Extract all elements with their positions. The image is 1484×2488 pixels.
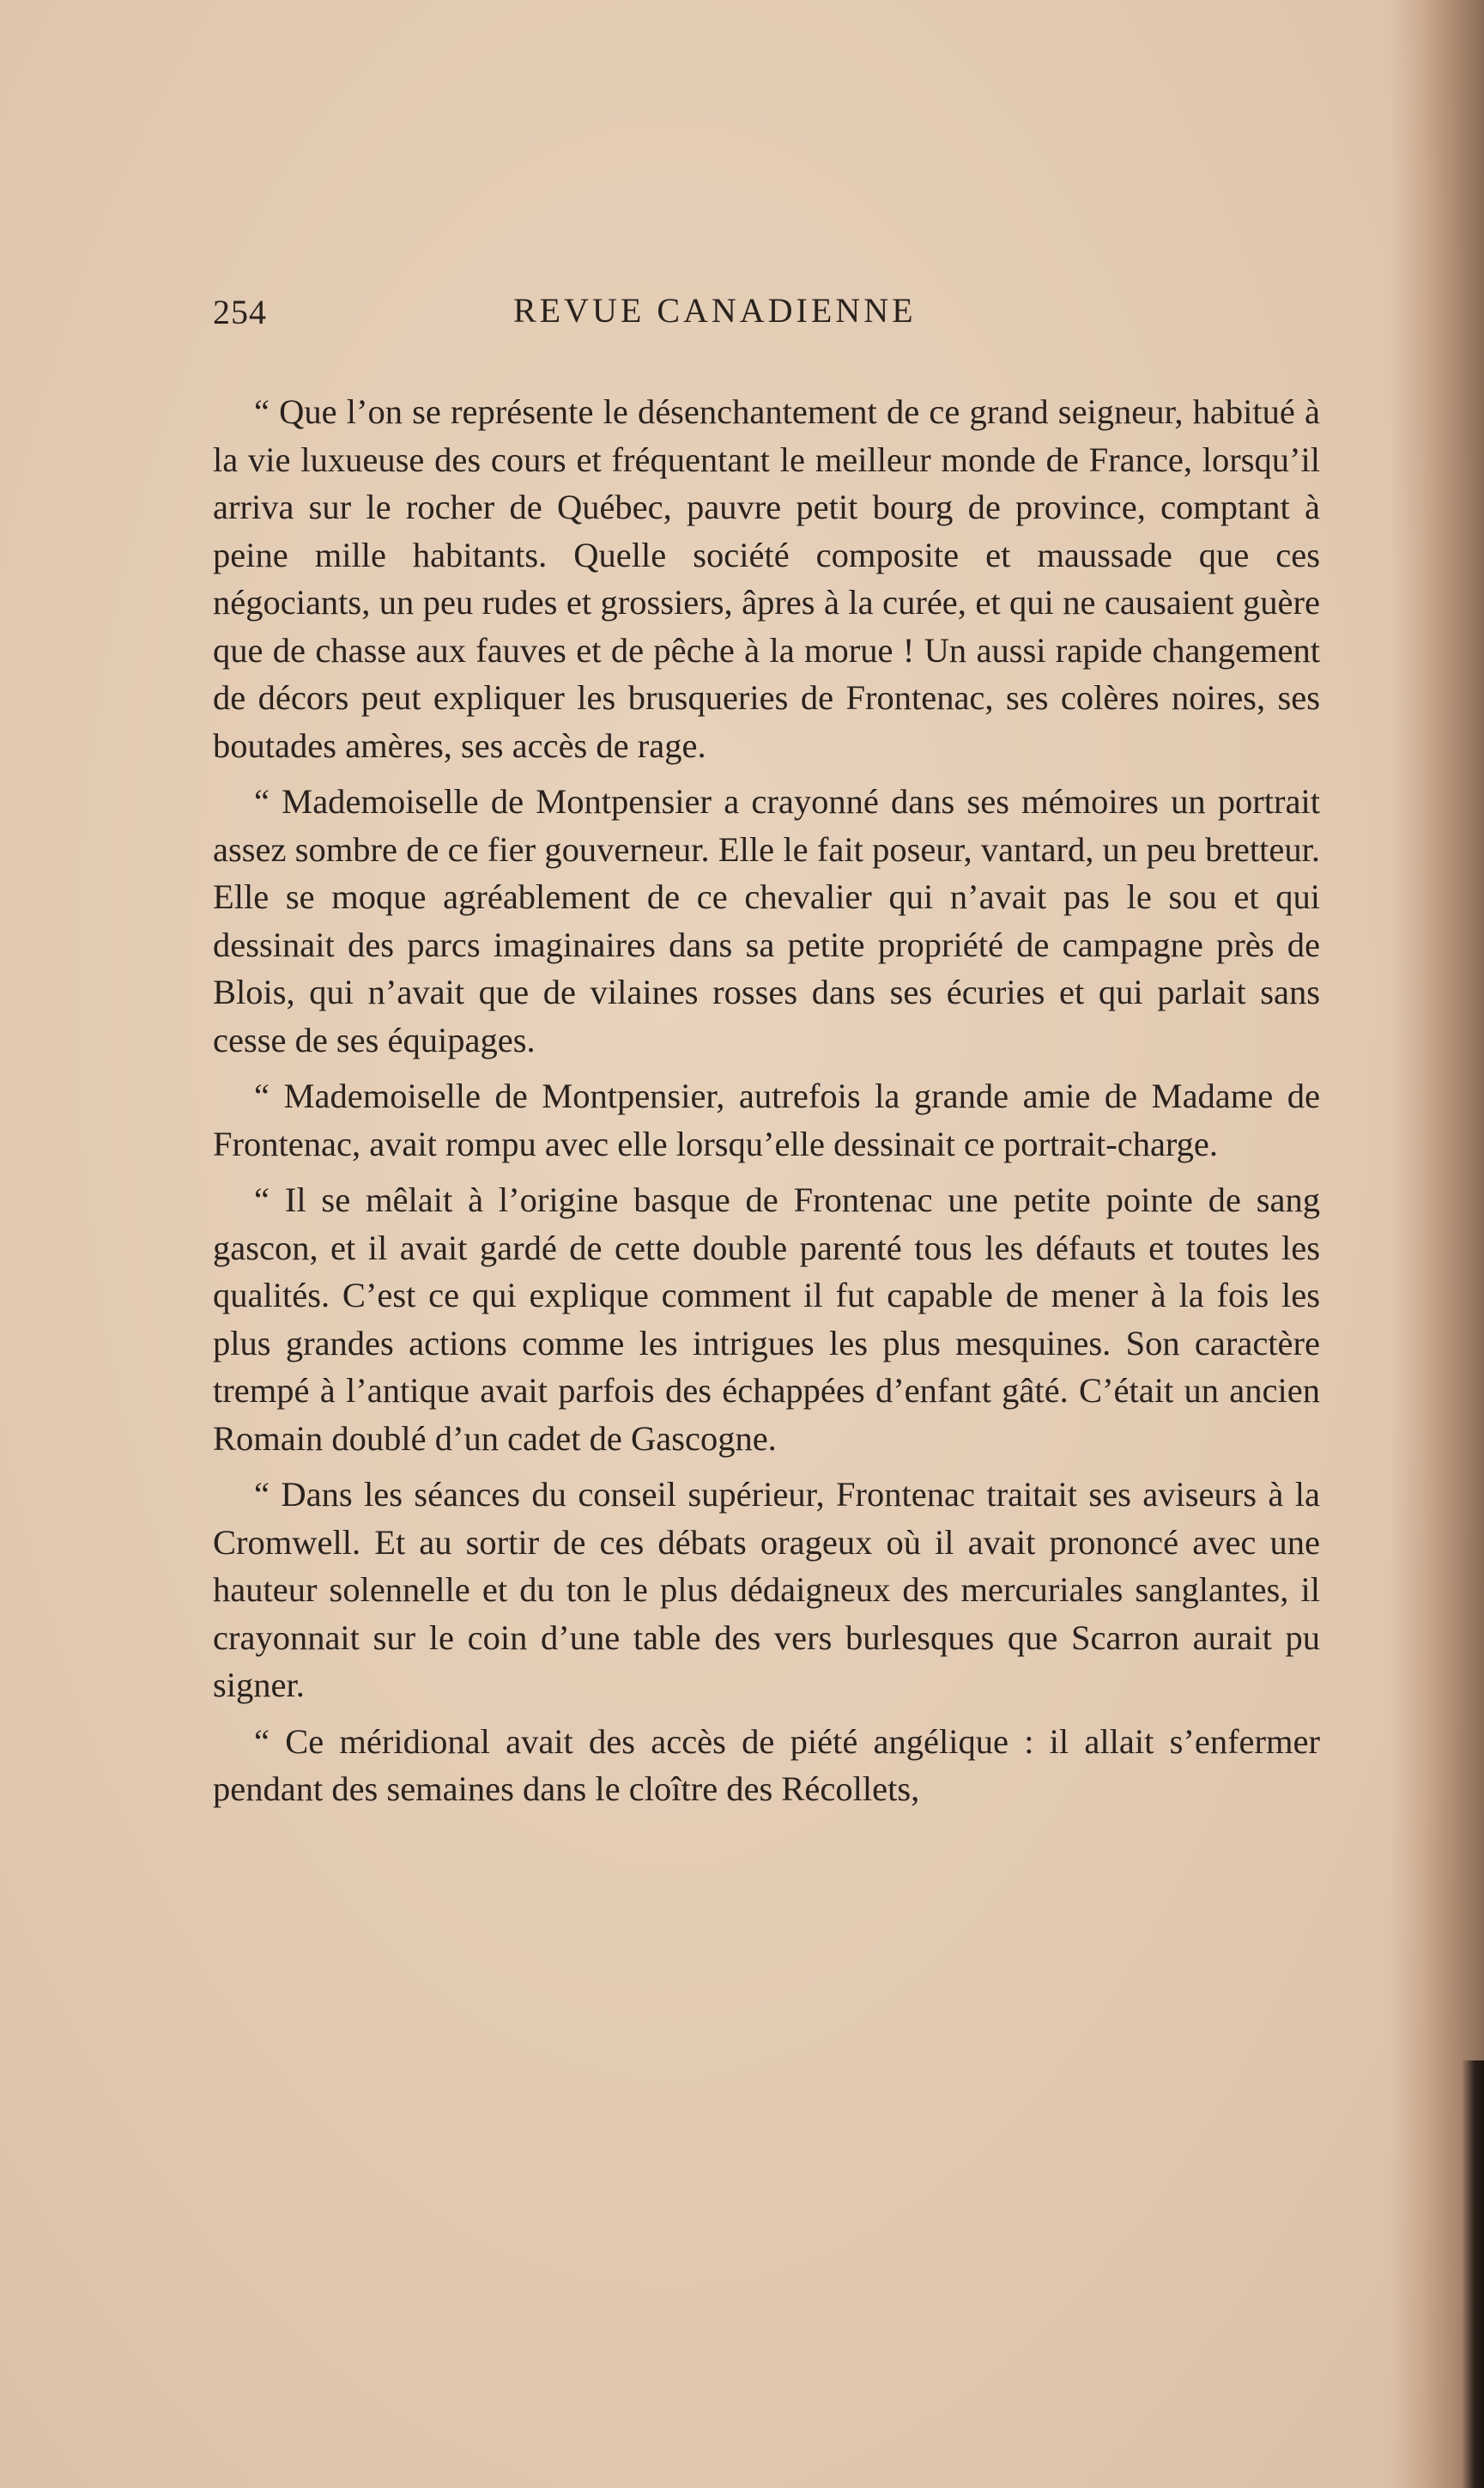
paragraph: “ Dans les séances du conseil supérieur, Frontenac traitait ses aviseurs à la Cromwell. Et au sortir de ces débats orageux où il avait prononcé avec une hauteur solennelle et du ton le plus dédaigneux des mercuriales sanglantes, il crayonnait sur le coin d’une table des vers burlesques que Scarron aurait pu signer. — [213, 1475, 1320, 1704]
paragraph: “ Mademoiselle de Montpensier a crayonné dans ses mémoires un portrait assez sombre de ce fier gouverneur. Elle le fait poseur, vantard, un peu bretteur. Elle se moque agréablement de ce chevalier qui n’avait pas le sou et qui dessinait des parcs imaginaires dans sa petite propriété de campagne près de Blois, qui n’avait que de vilaines rosses dans ses écuries et qui parlait sans cesse de ses équipages. — [213, 782, 1320, 1059]
running-title: REVUE CANADIENNE — [513, 291, 917, 330]
page-header — [213, 292, 1346, 343]
binding-edge — [1462, 2060, 1484, 2488]
paragraph: “ Que l’on se représente le désenchantement de ce grand seigneur, habitué à la vie luxueuse des cours et fréquentant le meilleur monde de France, lorsqu’il arriva sur le rocher de Québec, pauvre petit bourg de province, comptant à peine mille habitants. Quelle société composite et maussade que ces négociants, un peu rudes et grossiers, âpres à la curée, et qui ne causaient guère que de chasse aux fauves et de pêche à la morue ! Un aussi rapide changement de décors peut expliquer les brusqueries de Frontenac, ses colères noires, ses boutades amères, ses accès de rage. — [213, 392, 1320, 765]
page-number: 254 — [213, 293, 267, 331]
paragraph: “ Ce méridional avait des accès de piété angélique : il allait s’enfermer pendant des semaines dans le cloître des Récollets, — [213, 1721, 1320, 1808]
paragraph: “ Mademoiselle de Montpensier, autrefois la grande amie de Madame de Frontenac, avait rompu avec elle lorsqu’elle dessinait ce portrait-charge. — [213, 1077, 1320, 1163]
body-text — [213, 388, 1320, 1822]
paragraph: “ Il se mêlait à l’origine basque de Frontenac une petite pointe de sang gascon, et il avait gardé de cette double parenté tous les défauts et toutes les qualités. C’est ce qui explique comment il fut capable de mener à la fois les plus grandes actions comme les intrigues les plus mesquines. Son caractère trempé à l’antique avait parfois des échappées d’enfant gâté. C’était un ancien Romain doublé d’un cadet de Gascogne. — [213, 1180, 1320, 1458]
